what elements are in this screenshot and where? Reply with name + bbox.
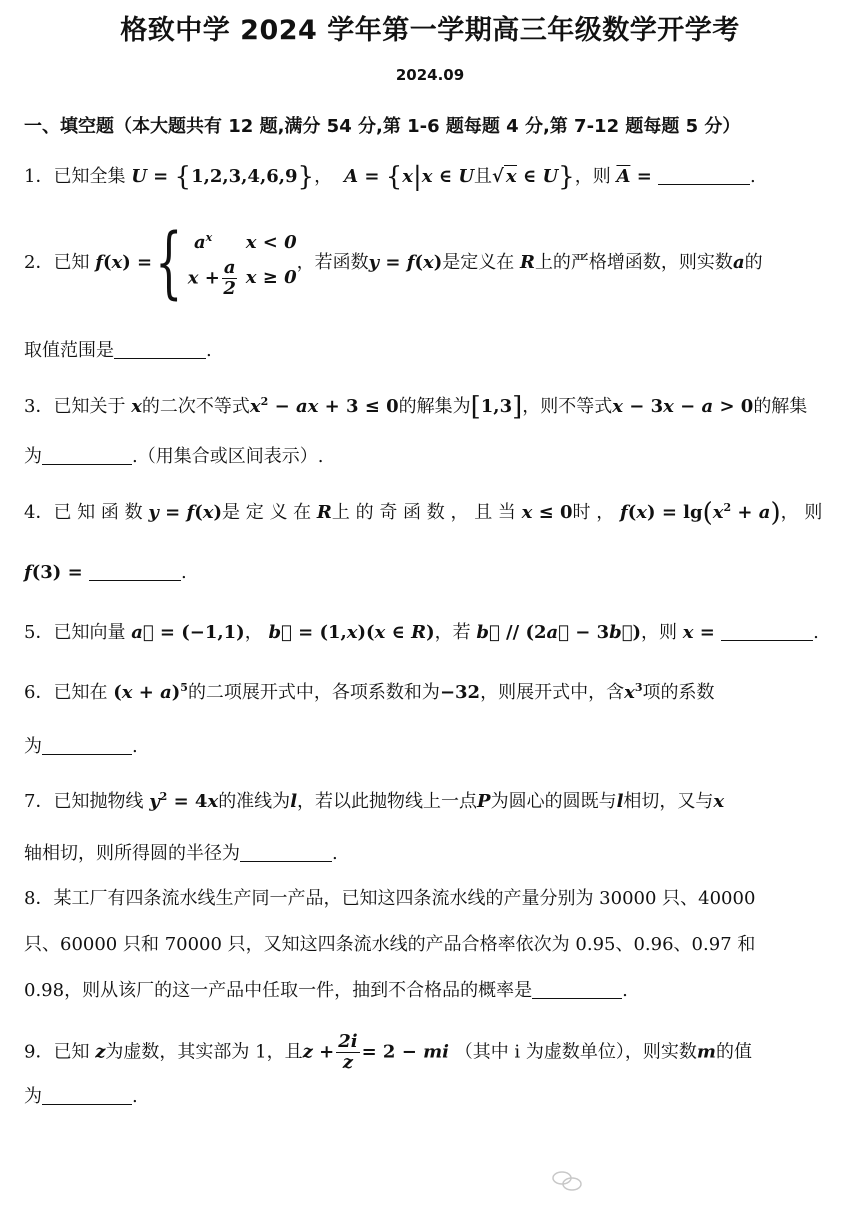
answer-blank[interactable] (89, 580, 181, 581)
question-number: 3． (24, 396, 54, 417)
exam-date: 2024.09 (395, 66, 465, 84)
question-4: 4．已 知 函 数 y = f(x)是 定 义 在 R上 的 奇 函 数 ， 且 当 x ≤ 0时 ， $f(x) = \lg(x^2 + a)$， 则 (24, 498, 823, 528)
answer-blank[interactable] (42, 1104, 132, 1105)
watermark-logo-icon (550, 1168, 584, 1194)
question-text: 的二次不等式 (141, 396, 250, 417)
question-2-line-2 (24, 342, 212, 360)
question-9: 9．已知 z为虚数，其实部为 1，且z + $\frac{2i}{z}$ = 2 − mi （其中 i 为虚数单位），则实数m的值 (24, 1031, 752, 1073)
formula: A (337, 166, 359, 187)
question-6-line-2 (24, 738, 138, 756)
question-text: 是定义在 (442, 252, 515, 273)
question-9-line-2 (24, 1088, 138, 1106)
question-3: 3．已知关于 x的二次不等式$x^2$ − ax + 3 ≤ 0的解集为[1,3]，则不等式x − 3x − a > 0的解集 (24, 392, 808, 422)
answer-blank[interactable] (532, 998, 622, 999)
question-text: ，则 (641, 622, 678, 643)
answer-blank[interactable] (721, 640, 813, 641)
question-text: （其中 i 为虚数单位），则实数 (454, 1041, 697, 1063)
question-text: 的解集为 (398, 396, 471, 417)
question-text: ，则展开式中，含 (480, 682, 625, 703)
question-text: 为圆心的圆既与 (490, 791, 617, 812)
question-text: 的值 (715, 1041, 752, 1063)
question-text: 为 (24, 1086, 42, 1107)
question-text: ，则不等式 (522, 396, 613, 417)
question-number: 7． (24, 791, 54, 812)
answer-blank[interactable] (42, 754, 132, 755)
question-text: 上的严格增函数，则实数 (534, 252, 733, 273)
question-text: . (180, 562, 187, 583)
section-heading: 一、填空题（本大题共有 12 题,满分 54 分,第 1-6 题每题 4 分,第 7-12 题每题 5 分） (24, 116, 741, 137)
question-1: 1．已知全集 U = {1,2,3,4,6,9}， A = {x|x ∈ U且√ x ∈ U}，则 $\overline{A}$ = . (24, 162, 756, 192)
answer-blank[interactable] (658, 184, 750, 185)
piecewise-cases: $a^x$ x < 0 x + $\frac{a}{2}$ x ≥ 0 (187, 231, 297, 299)
question-text: 已知全集 (53, 166, 126, 187)
question-text: ，若 (434, 622, 471, 643)
question-6: 6．已知在 $(x + a)^5$的二项展开式中，各项系数和为−32，则展开式中，含$x^3$项的系数 (24, 681, 715, 703)
question-text: . (206, 340, 212, 361)
question-number: 9． (24, 1041, 54, 1063)
question-text: ，若函数 (296, 252, 369, 273)
question-text: 为 (24, 736, 42, 757)
question-text: 已 知 函 数 (53, 502, 143, 523)
question-text: ，则 (574, 166, 611, 187)
question-3-line-2 (24, 448, 323, 466)
answer-blank[interactable] (114, 358, 206, 359)
answer-blank[interactable] (42, 464, 132, 465)
question-text: 取值范围是 (24, 340, 114, 361)
question-text: 的准线为 (218, 791, 291, 812)
question-text: . (132, 736, 138, 757)
question-4-line-2: f(3) = . (24, 562, 187, 583)
formula: $\overline{A}$ (616, 166, 631, 187)
question-5: 5．已知向量 a⃗ = (−1,1)， b⃗ = (1,x)(x ∈ R)，若 b⃗ // (2a⃗ − 3b⃗)，则 x = . (24, 622, 819, 643)
question-number: 2． (24, 252, 54, 273)
formula: U (131, 166, 147, 187)
question-text: 时 ， (572, 502, 615, 523)
question-text: 的解集 (753, 396, 808, 417)
question-number: 6． (24, 682, 54, 703)
question-text: 的二项展开式中，各项系数和为 (187, 682, 440, 703)
question-text: 项的系数 (642, 682, 715, 703)
question-text: 的 (744, 252, 763, 273)
question-text: 是 定 义 在 (222, 502, 312, 523)
question-number: 5． (24, 622, 54, 643)
question-text: ， (314, 166, 333, 187)
question-text: 已知向量 (53, 622, 126, 643)
question-text: 已知 (53, 1041, 90, 1063)
question-text: 轴相切，则所得圆的半径为 (24, 843, 240, 864)
question-7: 7．已知抛物线 $y^2 = 4x$的准线为l，若以此抛物线上一点P为圆心的圆既与l相切，又与x (24, 790, 725, 812)
formula: f (95, 252, 103, 273)
question-text: .（用集合或区间表示）. (132, 446, 324, 467)
question-text: 已知 (53, 252, 90, 273)
question-text: 为 (24, 446, 42, 467)
question-text: . (750, 166, 756, 187)
formula-fraction: $\frac{2i}{z}$ (338, 1031, 358, 1073)
question-text: . (622, 980, 628, 1001)
question-text: 上 的 奇 函 数 ， 且 当 (331, 502, 516, 523)
question-text: . (813, 622, 819, 643)
question-text: . (132, 1086, 138, 1107)
question-text: ，若以此抛物线上一点 (297, 791, 478, 812)
question-text: 相切，又与 (623, 791, 714, 812)
answer-blank[interactable] (240, 861, 332, 862)
question-8-line-2: 只、60000 只和 70000 只，又知这四条流水线的产品合格率依次为 0.95、0.96、0.97 和 (24, 934, 756, 955)
question-text: ， 则 (780, 502, 823, 523)
question-text: 已知抛物线 (53, 791, 144, 812)
question-text: 0.98，则从该厂的这一产品中任取一件，抽到不合格品的概率是 (24, 980, 533, 1001)
question-text: 已知在 (53, 682, 108, 703)
piecewise-brace: { (155, 217, 183, 308)
question-number: 4． (24, 502, 54, 523)
page-title: 格致中学 2024 学年第一学期高三年级数学开学考 (120, 15, 740, 46)
question-number: 1． (24, 166, 54, 187)
question-text: ， (244, 622, 263, 643)
question-2: 2．已知 f(x) ={ $a^x$ x < 0 x + $\frac{a}{2}$ x ≥ 0 ，若函数y = f(x)是定义在 R上的严格增函数，则实数a的 (24, 217, 763, 308)
question-text: 已知关于 (53, 396, 126, 417)
question-text: . (332, 843, 338, 864)
question-text: 为虚数，其实部为 1，且 (105, 1041, 303, 1063)
question-8: 8．某工厂有四条流水线生产同一产品，已知这四条流水线的产量分别为 30000 只、40000 (24, 888, 756, 909)
question-8-line-3 (24, 982, 628, 1000)
question-7-line-2 (24, 845, 338, 863)
